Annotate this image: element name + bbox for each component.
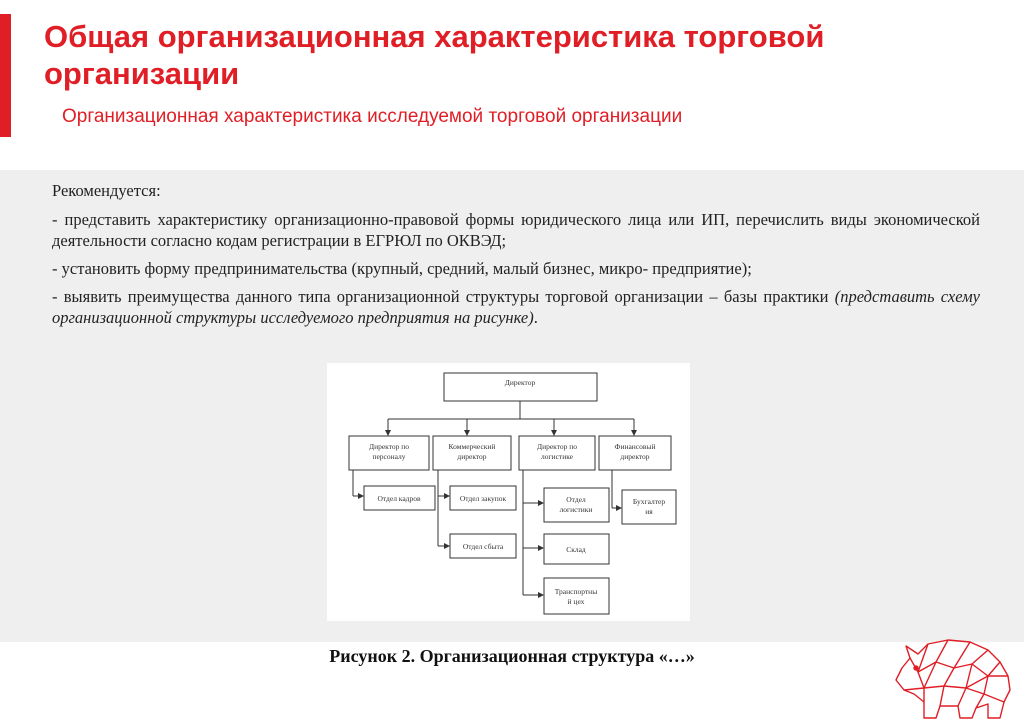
rhino-logo-icon bbox=[888, 632, 1018, 725]
org-label: Финансовый bbox=[614, 442, 656, 451]
org-label: Директор по bbox=[368, 442, 410, 451]
org-label: логистики bbox=[559, 505, 593, 514]
list-item bbox=[52, 286, 980, 328]
org-label: й цех bbox=[567, 597, 585, 606]
list-item: - установить форму предпринимательства (крупный, средний, малый бизнес, микро- предприятие); bbox=[52, 259, 752, 278]
org-label: персоналу bbox=[372, 452, 406, 461]
org-label: Склад bbox=[566, 545, 586, 554]
org-chart-figure bbox=[327, 363, 690, 621]
page-title: Общая организационная характеристика торговой организации bbox=[44, 19, 825, 91]
org-label: ия bbox=[645, 507, 653, 516]
org-label: Бухгалтер bbox=[632, 497, 666, 506]
org-label: директор bbox=[457, 452, 487, 461]
list-item-text: - выявить преимущества данного типа организационной структуры торговой организации – базы практики bbox=[52, 287, 829, 306]
org-label: Коммерческий bbox=[448, 442, 496, 451]
org-chart bbox=[327, 363, 690, 621]
recommendations-intro: Рекомендуется: bbox=[52, 181, 161, 200]
list-item: - представить характеристику организационно-правовой формы юридического лица или ИП, перечислить виды экономической деятельности согласно кодам регистрации в ЕГРЮЛ по ОКВЭД; bbox=[52, 210, 980, 250]
org-label: Транспортны bbox=[554, 587, 598, 596]
list-item-note: (представить схему организационной структуры исследуемого предприятия на рисунке) bbox=[52, 287, 980, 327]
org-label: Отдел bbox=[566, 495, 586, 504]
recommendations bbox=[52, 180, 980, 335]
org-box-transport bbox=[544, 578, 609, 614]
org-label: Директор по bbox=[536, 442, 578, 451]
org-label: директор bbox=[620, 452, 650, 461]
org-label: логистике bbox=[541, 452, 573, 461]
rhino-logo-graphic bbox=[888, 632, 1018, 720]
figure-caption: Рисунок 2. Организационная структура «…» bbox=[329, 646, 695, 666]
org-label: Отдел сбыта bbox=[462, 542, 504, 551]
accent-bar bbox=[0, 14, 11, 137]
page-subtitle: Организационная характеристика исследуемой торговой организации bbox=[62, 106, 683, 127]
list-item-note-end: . bbox=[533, 308, 538, 327]
org-label: Отдел кадров bbox=[377, 494, 421, 503]
org-label: Отдел закупок bbox=[459, 494, 507, 503]
org-label-director: Директор bbox=[504, 378, 536, 387]
